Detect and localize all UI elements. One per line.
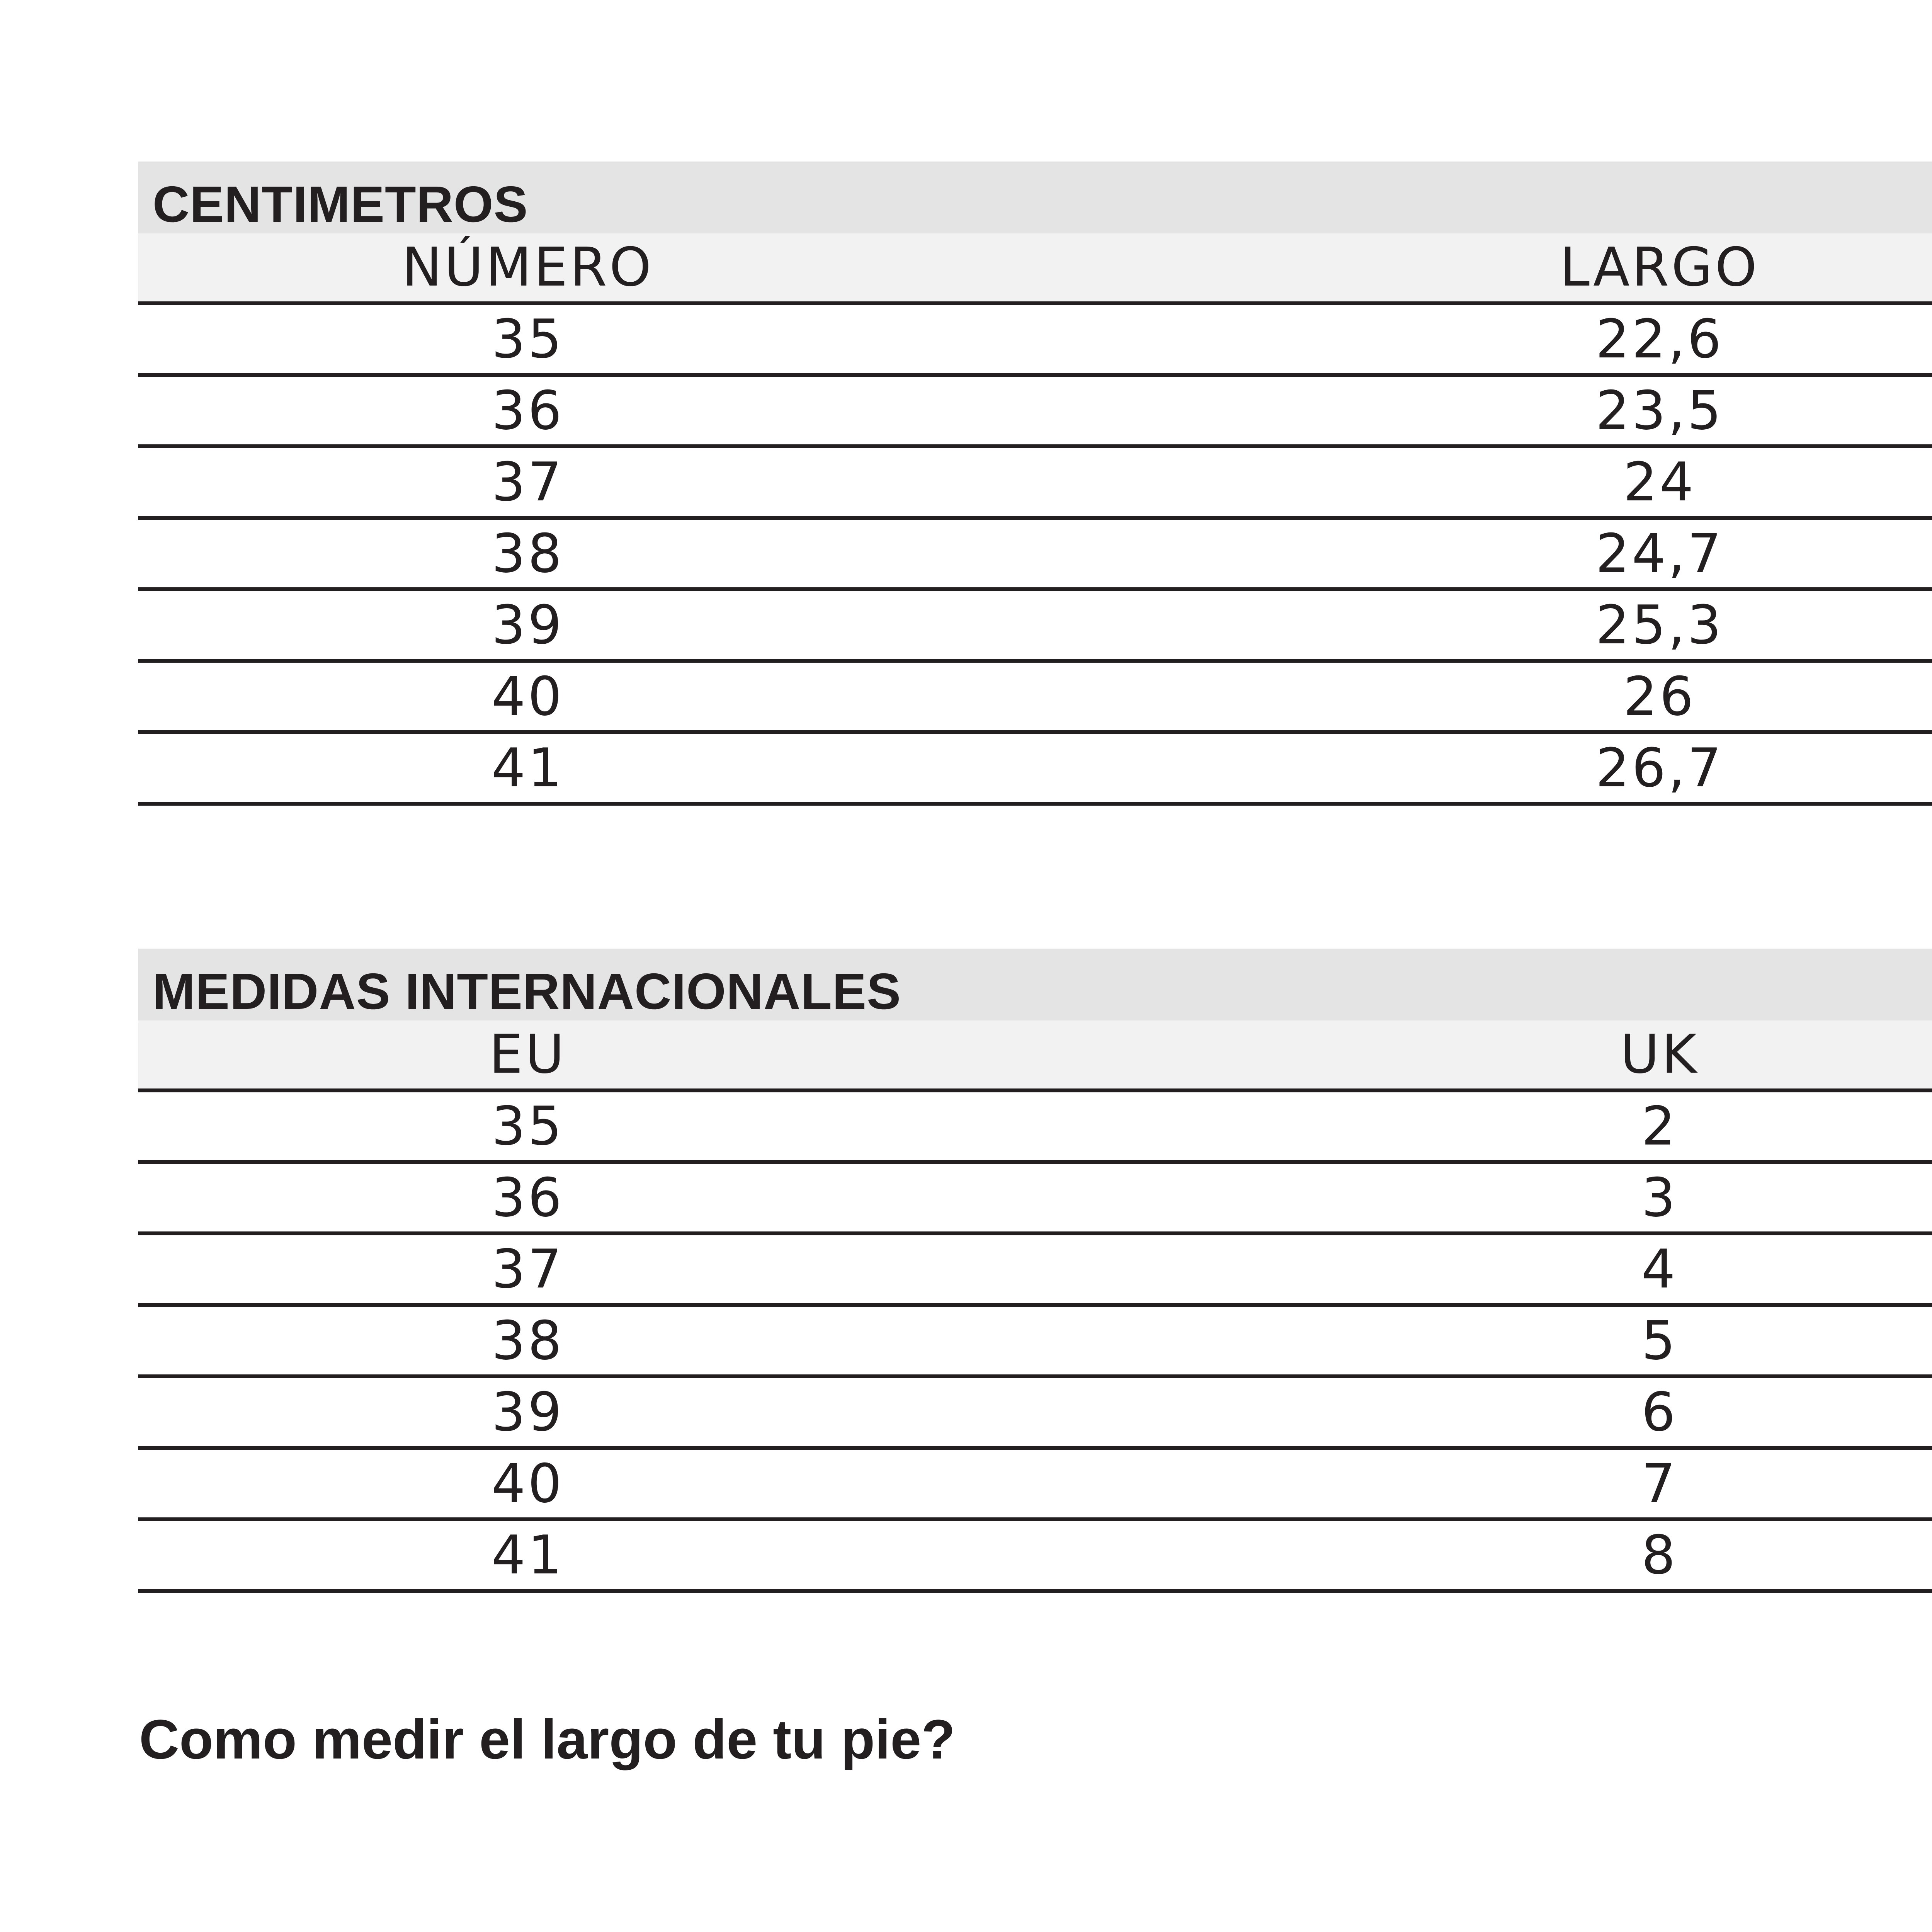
table-row — [138, 520, 1932, 591]
cell-largo: 22,6 — [1595, 308, 1724, 370]
table-row — [138, 1307, 1932, 1378]
table-row — [138, 1235, 1932, 1307]
cell-largo: 24,7 — [1595, 522, 1724, 585]
cell-eu: 36 — [492, 1166, 564, 1229]
cell-numero: 40 — [492, 665, 564, 728]
cell-largo: 23,5 — [1595, 379, 1724, 442]
cell-eu: 40 — [492, 1452, 564, 1515]
column-header-largo: LARGO — [1560, 236, 1759, 298]
table-row — [138, 305, 1932, 377]
cell-numero: 41 — [492, 736, 564, 799]
cell-uk: 7 — [1641, 1452, 1678, 1515]
cell-uk: 8 — [1641, 1524, 1678, 1586]
table-row — [138, 1164, 1932, 1235]
table-row — [138, 1092, 1932, 1164]
table-row — [138, 1521, 1932, 1593]
internacionales-title: MEDIDAS INTERNACIONALES — [153, 963, 901, 1020]
cell-eu: 35 — [492, 1095, 564, 1157]
table-row — [138, 591, 1932, 663]
cell-uk: 5 — [1641, 1309, 1678, 1372]
column-header-numero: NÚMERO — [402, 236, 654, 298]
table-row — [138, 734, 1932, 806]
centimetros-header-row — [138, 233, 1932, 305]
measure-title: Como medir el largo de tu pie? — [139, 1708, 956, 1770]
cell-uk: 4 — [1641, 1238, 1678, 1300]
table-row — [138, 377, 1932, 448]
column-header-uk: UK — [1620, 1023, 1699, 1085]
cell-largo: 25,3 — [1595, 594, 1724, 656]
cell-largo: 24 — [1623, 451, 1696, 513]
internacionales-title-bar — [138, 949, 1932, 1020]
cell-eu: 39 — [492, 1381, 564, 1443]
internacionales-table — [138, 949, 1932, 1593]
cell-numero: 35 — [492, 308, 564, 370]
cell-numero: 39 — [492, 594, 564, 656]
cell-uk: 2 — [1641, 1095, 1678, 1157]
centimetros-title-bar — [138, 162, 1932, 233]
internacionales-header-row — [138, 1020, 1932, 1092]
table-row — [138, 663, 1932, 734]
cell-eu: 38 — [492, 1309, 564, 1372]
cell-largo: 26,7 — [1595, 736, 1724, 799]
table-row — [138, 1450, 1932, 1521]
cell-uk: 6 — [1641, 1381, 1678, 1443]
centimetros-table — [138, 162, 1932, 806]
cell-numero: 36 — [492, 379, 564, 442]
cell-eu: 41 — [492, 1524, 564, 1586]
centimetros-title: CENTIMETROS — [153, 176, 528, 233]
column-header-eu: EU — [489, 1023, 567, 1085]
cell-numero: 37 — [492, 451, 564, 513]
cell-numero: 38 — [492, 522, 564, 585]
table-row — [138, 448, 1932, 520]
cell-uk: 3 — [1641, 1166, 1678, 1229]
cell-eu: 37 — [492, 1238, 564, 1300]
table-row — [138, 1378, 1932, 1450]
cell-largo: 26 — [1623, 665, 1696, 728]
